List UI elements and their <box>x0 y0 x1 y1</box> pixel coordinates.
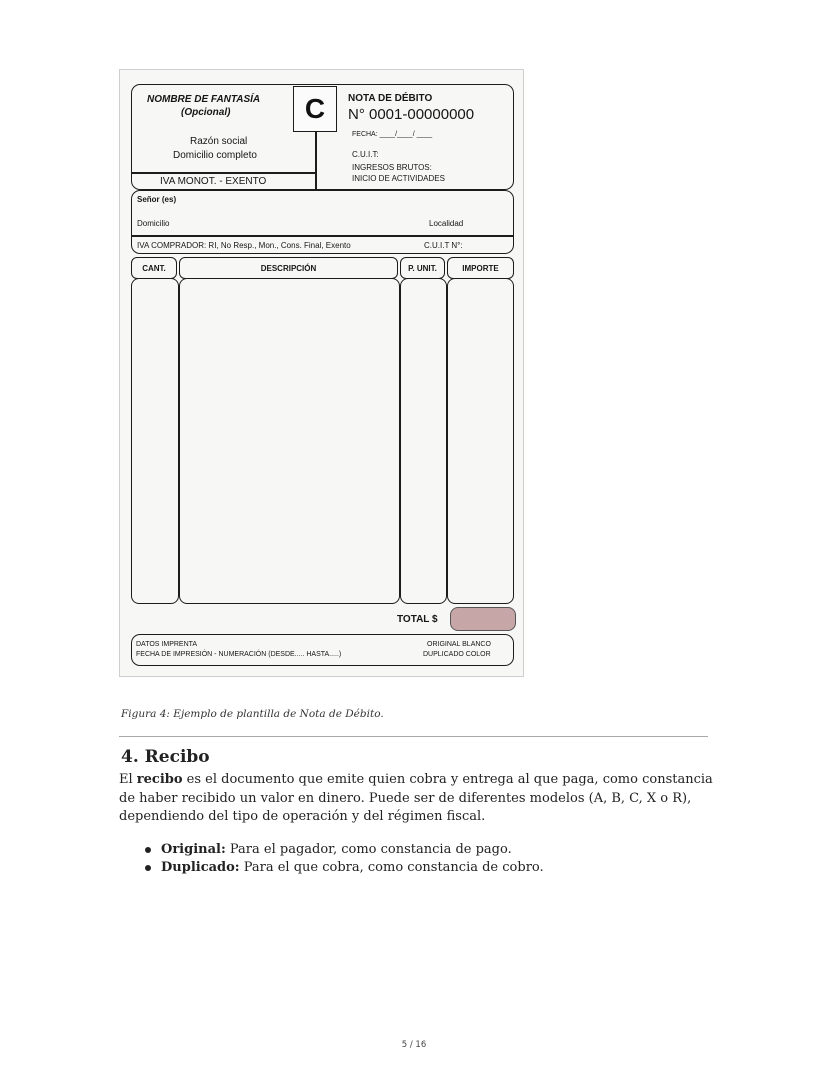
col-cant-header: CANT. <box>131 257 177 279</box>
fantasy-name: NOMBRE DE FANTASÍA <box>147 94 261 105</box>
domicilio-completo: Domicilio completo <box>173 150 257 161</box>
total-label: TOTAL $ <box>397 614 438 625</box>
col-punit-header: P. UNIT. <box>400 257 445 279</box>
ingresos-brutos: INGRESOS BRUTOS: <box>352 163 432 172</box>
iva-monot: IVA MONOT. - EXENTO <box>160 176 267 187</box>
razon-social: Razón social <box>190 136 248 147</box>
doc-number: N° 0001-00000000 <box>348 106 475 123</box>
form-footer-box <box>131 634 514 666</box>
section-heading: 4. Recibo <box>121 747 210 767</box>
section-divider <box>119 736 708 737</box>
localidad-field: Localidad <box>429 219 464 228</box>
duplicado-color: DUPLICADO COLOR <box>423 651 491 658</box>
list-item-text: Para el que cobra, como constancia de cobro. <box>239 860 544 875</box>
domicilio-field: Domicilio <box>137 219 170 228</box>
datos-imprenta: DATOS IMPRENTA <box>136 641 198 648</box>
list-item-text: Para el pagador, como constancia de pago. <box>225 842 512 857</box>
fantasy-optional: (Opcional) <box>181 107 231 118</box>
list-item <box>140 841 544 859</box>
intro-bold-term: recibo <box>136 772 183 787</box>
original-blanco: ORIGINAL BLANCO <box>427 641 491 648</box>
nota-debito-form-image <box>119 69 524 677</box>
col-punit-body <box>400 278 447 604</box>
copies-list <box>140 841 544 877</box>
inicio-actividades: INICIO DE ACTIVIDADES <box>352 174 445 183</box>
section-paragraph <box>119 771 719 827</box>
intro-rest: es el documento que emite quien cobra y entrega al que paga, como constancia de haber recibido un valor en dinero. Puede ser de diferentes modelos (A, B, C, X o R), dependiendo del tipo de operación y del régimen fiscal. <box>119 772 713 824</box>
col-descripcion-header: DESCRIPCIÓN <box>179 257 398 279</box>
cuit-field: C.U.I.T: <box>352 150 379 159</box>
fecha-field: FECHA: ____/____/ ____ <box>352 131 433 138</box>
col-cant-body <box>131 278 179 604</box>
total-amount-box <box>450 607 516 631</box>
doc-title: NOTA DE DÉBITO <box>348 93 433 104</box>
iva-comprador: IVA COMPRADOR: RI, No Resp., Mon., Cons. Final, Exento <box>137 241 351 250</box>
col-importe-header: IMPORTE <box>447 257 514 279</box>
senor-field: Señor (es) <box>137 195 177 204</box>
iva-row-divider <box>132 172 316 174</box>
cuit-n-field: C.U.I.T N°: <box>424 241 463 250</box>
list-item-label: Original: <box>161 842 226 857</box>
fecha-impresion: FECHA DE IMPRESIÓN - NUMERACIÓN (DESDE..... HASTA.....) <box>136 651 342 658</box>
client-divider <box>132 235 513 237</box>
list-item <box>140 859 544 877</box>
col-importe-body <box>447 278 514 604</box>
header-divider <box>315 132 317 190</box>
col-descripcion-body <box>179 278 400 604</box>
list-item-label: Duplicado: <box>161 860 240 875</box>
invoice-letter: C <box>293 86 337 132</box>
intro-prefix: El <box>119 772 137 787</box>
figure-caption: Figura 4: Ejemplo de plantilla de Nota de Débito. <box>121 708 384 720</box>
page-number: 5 / 16 <box>401 1040 427 1050</box>
